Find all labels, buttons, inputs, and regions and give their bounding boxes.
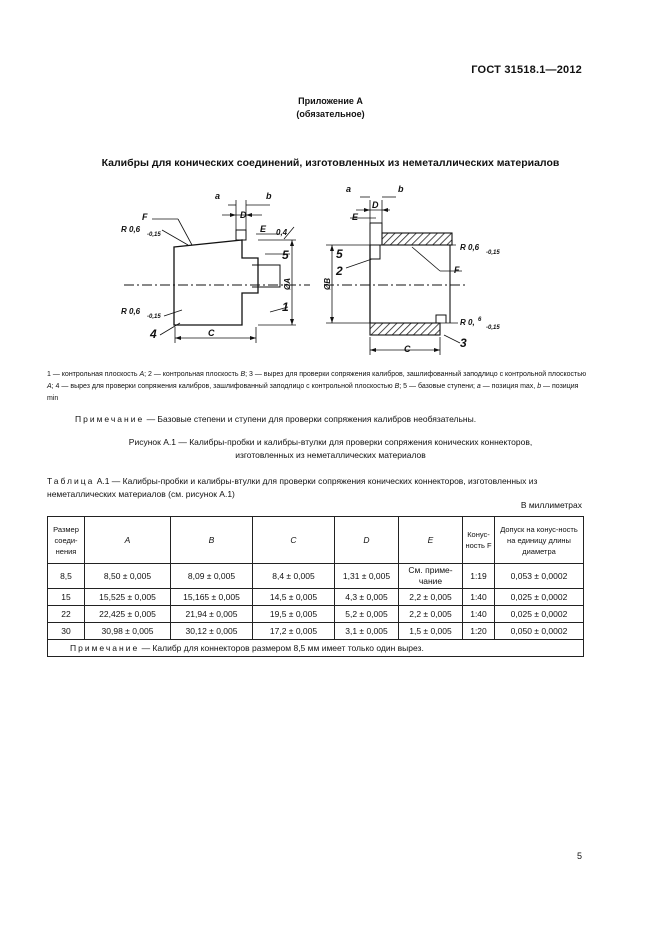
table-row: 8,5 8,50 ± 0,005 8,09 ± 0,005 8,4 ± 0,005 1,31 ± 0,005 См. приме-чание 1:19 0,053 ± 0,0002 [48,564,584,589]
header-d: D [335,517,399,564]
header-a: A [85,517,171,564]
label-b-right: b [398,184,404,194]
label-f: F [142,212,148,222]
label-d: D [240,210,247,220]
standard-number: ГОСТ 31518.1—2012 [471,64,582,76]
calibre-table [47,516,584,657]
label-radius-2: R 0,6 [121,307,141,316]
label-radius-3: R 0,6 [460,243,480,252]
calibre-drawing [0,175,661,365]
label-b: b [266,191,272,201]
table-row: 22 22,425 ± 0,005 21,94 ± 0,005 19,5 ± 0,005 5,2 ± 0,005 2,2 ± 0,005 1:40 0,025 ± 0,0002 [48,606,584,623]
header-tolerance: Допуск на конус-ность на единицу длины диаметра [495,517,584,564]
label-c-right: C [404,344,411,354]
label-c: C [208,328,215,338]
table-row: 15 15,525 ± 0,005 15,165 ± 0,005 14,5 ± 0,005 4,3 ± 0,005 2,2 ± 0,005 1:40 0,025 ± 0,0002 [48,589,584,606]
figure-caption: Рисунок А.1 — Калибры-пробки и калибры-втулки для проверки сопряжения конических коннекторов, изготовленных из неметаллических материалов [128,437,533,460]
figure-note: Примечание — Базовые степени и ступени для проверки сопряжения калибров необязательны. [75,414,477,424]
table-row: 30 30,98 ± 0,005 30,12 ± 0,005 17,2 ± 0,005 3,1 ± 0,005 1,5 ± 0,005 1:20 0,050 ± 0,0002 [48,623,584,640]
header-e: E [399,517,463,564]
label-diameter-b: ØB [323,278,332,290]
page-number: 5 [576,851,582,861]
header-size: Размер соеди-нения [48,517,85,564]
ring-gauge-top-wall [382,233,452,245]
label-a-right: a [346,184,352,194]
label-radius-3-tol: -0,15 [486,250,500,256]
label-5-left: 5 [282,248,289,262]
ring-gauge-bottom-wall [370,323,440,335]
label-1: 1 [282,300,289,314]
label-5-right: 5 [336,247,343,261]
table-caption: Таблица А.1 — Калибры-пробки и калибры-втулки для проверки сопряжения конических коннекторов, изготовленных из неметаллических материалов (см. рисунок А.1) [47,476,538,499]
plug-base-step [236,230,246,240]
label-radius-1: R 0,6 [121,225,141,234]
label-angle: 0,4 [276,228,288,237]
header-b: B [171,517,253,564]
table-units: В миллиметрах [520,500,582,510]
label-radius-4: R 0, [460,318,475,327]
label-e: E [260,224,267,234]
table-header-row [48,517,584,564]
label-d-right: D [372,200,379,210]
label-radius-1-tol: -0,15 [147,232,161,238]
label-e-right: E [352,212,359,222]
header-taper: Конус-ность F [463,517,495,564]
label-4: 4 [150,327,157,341]
plug-gauge-body [174,240,258,325]
annex-status: (обязательное) [296,109,365,119]
table-note: Примечание — Калибр для коннекторов размером 8,5 мм имеет только один вырез. [48,640,584,657]
label-radius-4-tol: -0,15 [486,325,500,331]
label-radius-4-sup: 6 [478,317,482,323]
label-radius-2-tol: -0,15 [147,314,161,320]
label-diameter-a: ØA [283,278,292,290]
section-title: Калибры для конических соединений, изготовленных из неметаллических материалов [101,157,560,169]
figure-legend: 1 — контрольная плоскость A; 2 — контрольная плоскость B; 3 — вырез для проверки сопряжения калибров, зашлифованный заподлицо с контрольной плоскостью A; 4 — вырез для проверки сопряжения калибров, зашлифованный заподлицо с контрольной плоскостью B; 5 — базовые ступени; a — позиция max, b — позиция min [47,371,587,402]
label-2: 2 [336,264,343,278]
header-c: C [253,517,335,564]
table-note-row [48,640,584,657]
label-f-right: F [454,265,460,275]
label-a: a [215,191,221,201]
label-3: 3 [460,336,467,350]
annex-title: Приложение А [298,96,363,106]
